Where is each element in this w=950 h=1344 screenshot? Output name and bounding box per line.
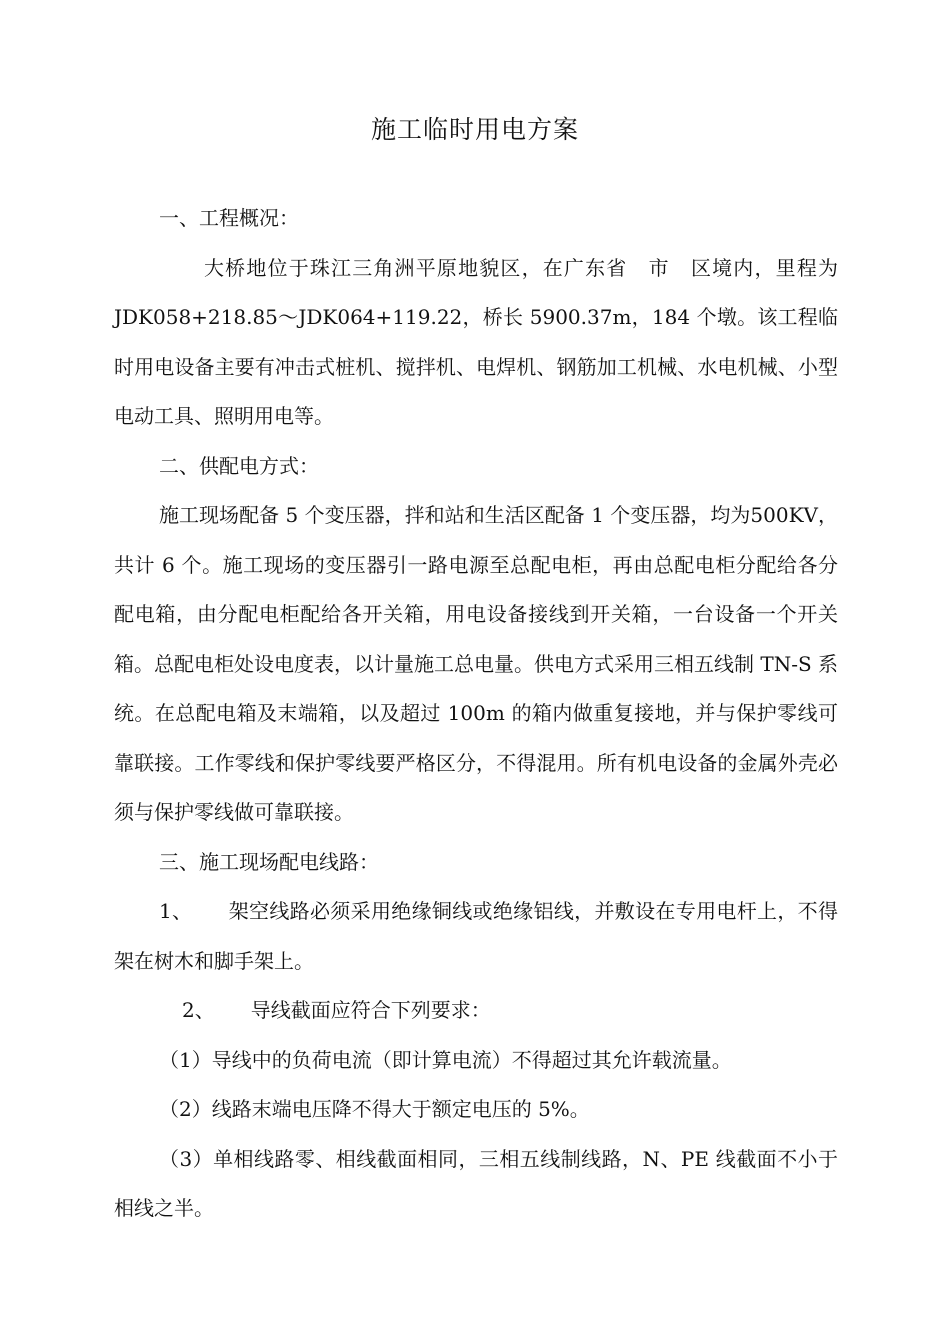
list-item-2 [114, 986, 838, 1036]
list-item-1 [114, 887, 838, 986]
sub-item-1: （1）导线中的负荷电流（即计算电流）不得超过其允许载流量。 [159, 1047, 732, 1072]
section-1-heading: 一、工程概况： [159, 206, 299, 230]
sub-item-2: （2）线路末端电压降不得大于额定电压的 5%。 [159, 1097, 590, 1121]
list-item-1-text: 架空线路必须采用绝缘铜线或绝缘铝线，并敷设在专用电杆上，不得架在树木和脚手架上。 [114, 899, 838, 973]
document-body [114, 194, 838, 1234]
section-2-heading: 二、供配电方式： [159, 453, 319, 478]
sub-item-3: （3）单相线路零、相线截面相同，三相五线制线路，N、PE 线截面不小于相线之半。 [114, 1146, 838, 1220]
section-1-paragraph: 大桥地位于珠江三角洲平原地貌区，在广东省 市 区境内，里程为 JDK058+218.85～JDK064+119.22，桥长 5900.37m，184 个墩。该工程临时用电设备主要有冲击式桩机、搅拌机、电焊机、钢筋加工机械、水电机械、小型电动工具、照明用电等。 [114, 255, 838, 428]
list-item-2-text: 导线截面应符合下列要求： [250, 998, 491, 1022]
document-title: 施工临时用电方案 [370, 115, 579, 144]
section-3-heading: 三、施工现场配电线路： [159, 849, 379, 874]
list-item-2-number: 2、 [182, 998, 215, 1022]
section-2-paragraph: 施工现场配备 5 个变压器，拌和站和生活区配备 1 个变压器，均为500KV，共计 6 个。施工现场的变压器引一路电源至总配电柜，再由总配电柜分配给各分配电箱，由分配电柜配给各开关箱，用电设备接线到开关箱，一台设备一个开关箱。总配电柜处设电度表，以计量施工总电量。供电方式采用三相五线制 TN-S 系统。在总配电箱及末端箱，以及超过 100m 的箱内做重复接地，并与保护零线可靠联接。工作零线和保护零线要严格区分，不得混用。所有机电设备的金属外壳必须与保护零线做可靠联接。 [114, 503, 839, 824]
list-item-1-number: 1、 [159, 899, 193, 923]
